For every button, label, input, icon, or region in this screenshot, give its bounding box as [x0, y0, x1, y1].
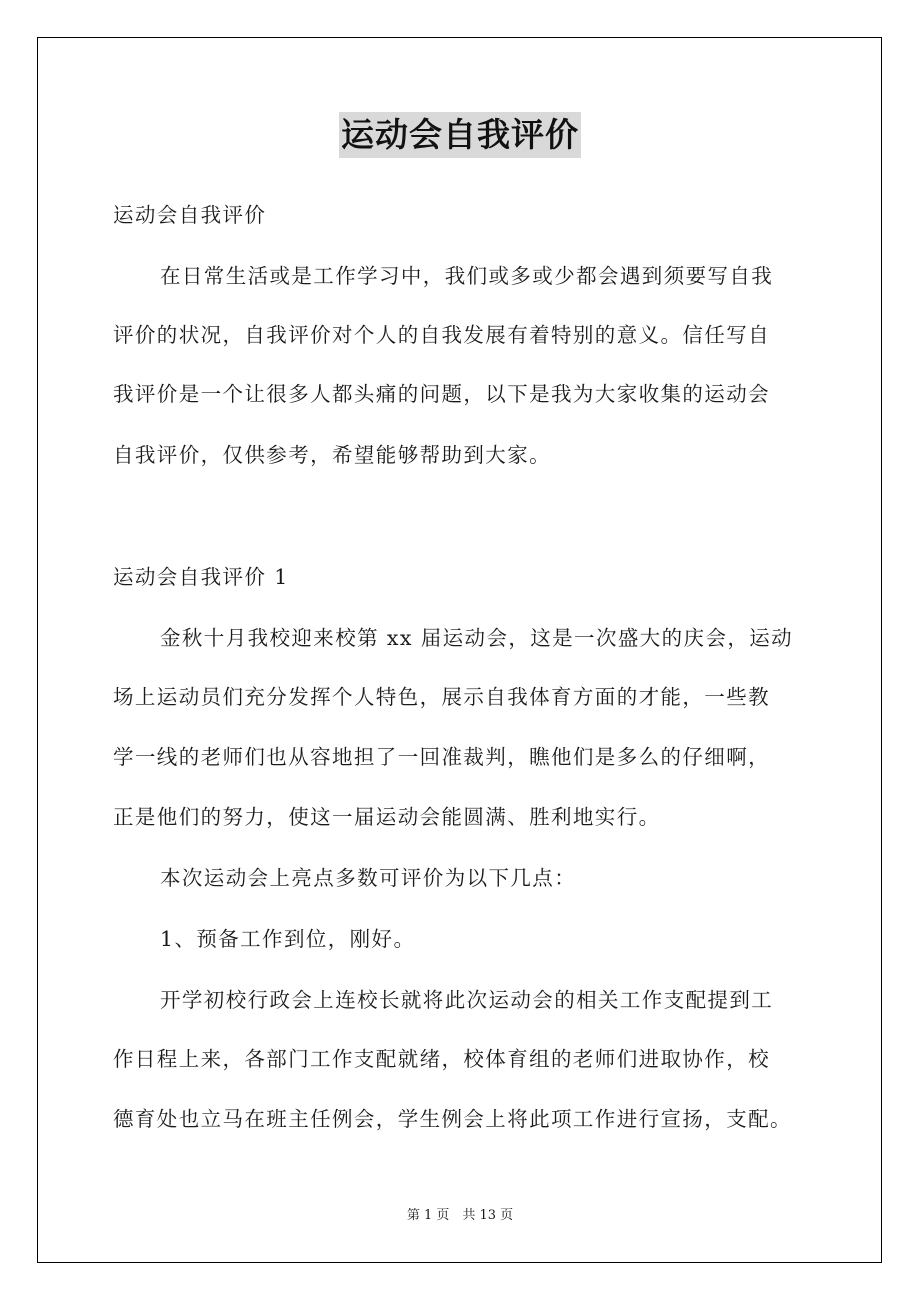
page-footer: 第 1 页 共 13 页 [406, 1208, 514, 1223]
para3-line-2: 作日程上来，各部门工作支配就绪，校体育组的老师们进取协作，校 [113, 1047, 770, 1071]
intro-line-4: 自我评价，仅供参考，希望能够帮助到大家。 [113, 443, 551, 467]
document-title: 运动会自我评价 [339, 112, 581, 158]
point-1: 1、预备工作到位，刚好。 [160, 927, 416, 951]
para1-line-3: 学一线的老师们也从容地担了一回准裁判，瞧他们是多么的仔细啊， [113, 745, 770, 769]
para1-line-2: 场上运动员们充分发挥个人特色，展示自我体育方面的才能，一些教 [113, 685, 770, 709]
para1-line-1: 金秋十月我校迎来校第 xx 届运动会，这是一次盛大的庆会，运动 [160, 626, 794, 650]
section-heading: 运动会自我评价 1 [113, 565, 289, 589]
intro-line-1: 在日常生活或是工作学习中，我们或多或少都会遇到须要写自我 [160, 264, 774, 288]
title-container [0, 112, 920, 158]
para2: 本次运动会上亮点多数可评价为以下几点： [160, 866, 577, 890]
para1-line-4: 正是他们的努力，使这一届运动会能圆满、胜利地实行。 [113, 805, 661, 829]
para3-line-3: 德育处也立马在班主任例会，学生例会上将此项工作进行宣扬，支配。 [113, 1107, 792, 1131]
intro-line-3: 我评价是一个让很多人都头痛的问题，以下是我为大家收集的运动会 [113, 382, 770, 406]
subtitle: 运动会自我评价 [113, 203, 267, 227]
para3-line-1: 开学初校行政会上连校长就将此次运动会的相关工作支配提到工 [160, 988, 774, 1012]
intro-line-2: 评价的状况，自我评价对个人的自我发展有着特别的意义。信任写自 [113, 323, 770, 347]
